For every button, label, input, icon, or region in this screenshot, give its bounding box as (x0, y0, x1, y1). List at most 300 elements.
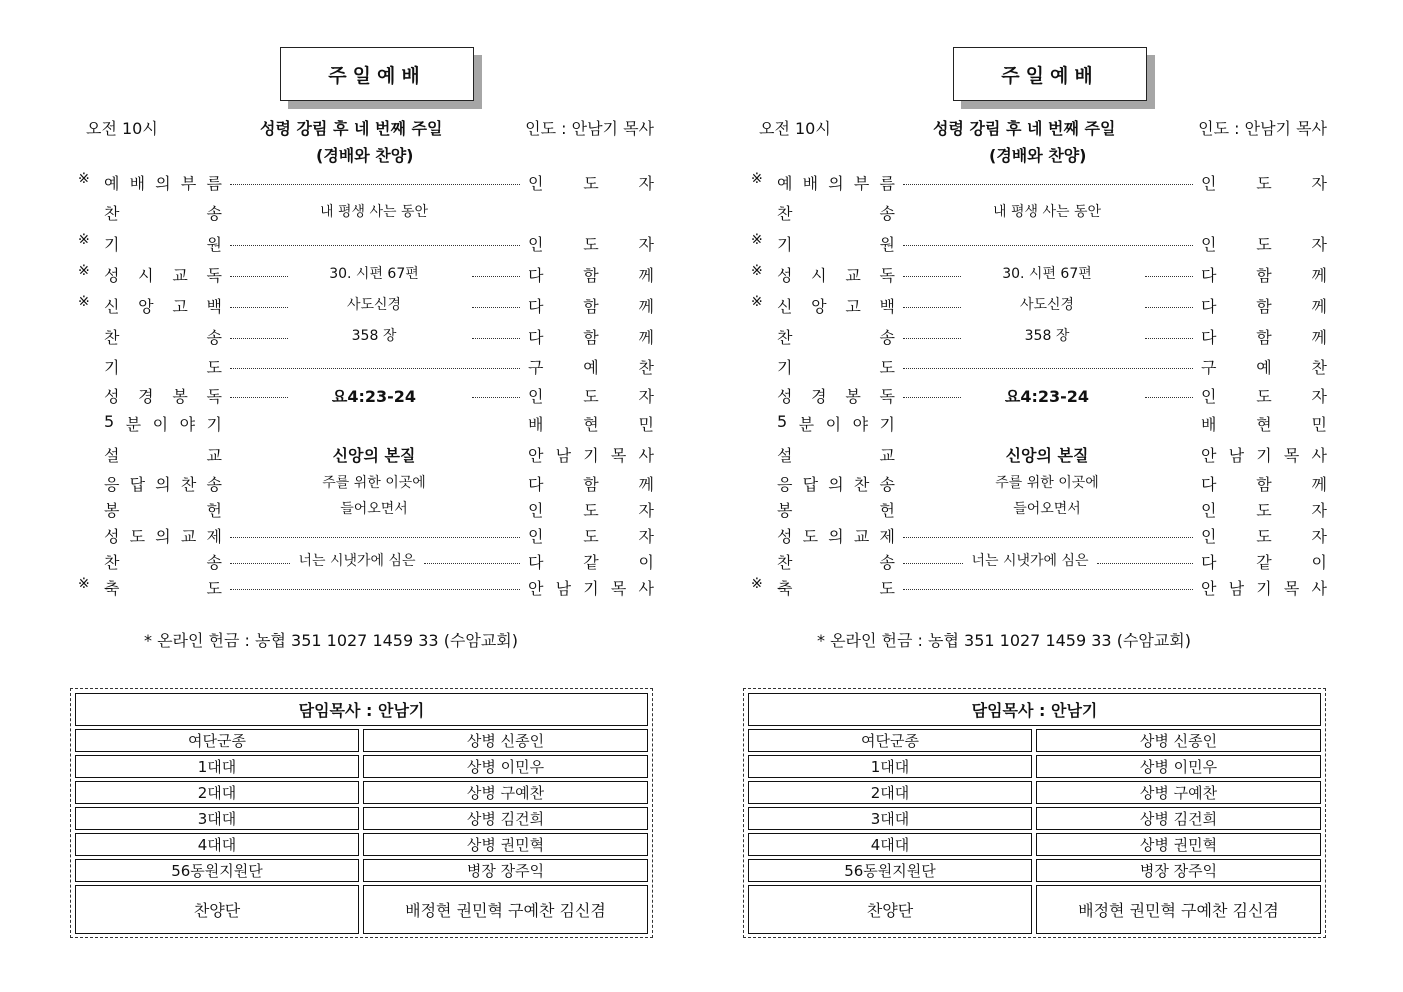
order-item-person (528, 550, 654, 573)
service-title: 주일예배 (280, 47, 474, 101)
order-row (751, 325, 1327, 349)
order-item-name-char: 응 (777, 475, 793, 494)
order-item-name-char: 답 (129, 475, 146, 494)
order-item-name-char: 찬 (104, 204, 120, 223)
leader-dots (230, 397, 288, 398)
order-row (751, 524, 1327, 548)
title-frame (280, 47, 474, 101)
staff-unit-cell: 3대대 (748, 807, 1032, 830)
order-item-detail: 주를 위한 이곳에 (995, 475, 1099, 491)
order-item-person-char: 자 (1311, 174, 1327, 193)
order-item-person-char: 도 (583, 235, 599, 254)
order-item-name-char: 봉 (172, 387, 188, 406)
order-item-name (777, 232, 895, 255)
order-item-name-char: 경 (138, 387, 154, 406)
order-row (78, 355, 654, 379)
order-item-name-char: 기 (104, 235, 120, 254)
online-offering-note: * 온라인 헌금 : 농협 351 1027 1459 33 (수암교회) (817, 631, 1192, 650)
order-item-name-char: 의 (155, 475, 171, 494)
order-item-detail: 요4:23-24 (1004, 387, 1090, 406)
order-row (78, 294, 654, 318)
order-row (78, 498, 654, 522)
leader-dots (903, 276, 961, 277)
leader-dots (472, 307, 520, 308)
staff-table (70, 688, 653, 938)
standing-mark: ※ (751, 576, 763, 592)
order-item-person-char: 다 (528, 266, 544, 285)
order-item-person-char: 목 (610, 446, 627, 465)
leader-dots (230, 589, 520, 590)
order-item-person (528, 384, 654, 407)
order-item-detail: 너는 시냇가에 심은 (971, 553, 1089, 569)
order-item-person-char: 자 (638, 527, 654, 546)
order-item-person-char: 도 (583, 527, 599, 546)
order-item-person (528, 443, 654, 466)
order-item-name-char: 고 (172, 297, 188, 316)
order-item-person-char: 인 (1201, 174, 1217, 193)
staff-unit-cell: 찬양단 (75, 885, 359, 934)
leader-dots (472, 276, 520, 277)
staff-unit-cell: 3대대 (75, 807, 359, 830)
order-item-name-char: 제 (206, 527, 222, 546)
order-item-person (1201, 384, 1327, 407)
order-row (78, 443, 654, 467)
order-item-person (528, 576, 654, 599)
leader-dots (1145, 276, 1193, 277)
order-item-name-char: 제 (879, 527, 895, 546)
order-item-name-char: 봉 (104, 501, 120, 520)
order-item-person-char: 께 (1311, 475, 1327, 494)
order-item-person-char: 다 (1201, 328, 1217, 347)
order-item-name-char: 송 (879, 475, 895, 494)
order-item-name-char: 헌 (879, 501, 895, 520)
order-item-person (1201, 576, 1327, 599)
order-item-name-char: 교 (853, 527, 870, 546)
leader-dots (230, 537, 520, 538)
order-item-person-char: 인 (1201, 501, 1217, 520)
leader-dots (230, 368, 520, 369)
order-item-name-char: 송 (879, 553, 895, 572)
order-item-name-char: 독 (879, 266, 895, 285)
order-item-person-char: 기 (583, 579, 599, 598)
order-item-person-char: 함 (583, 297, 599, 316)
order-item-name (777, 171, 895, 194)
order-row (751, 171, 1327, 195)
order-row (78, 524, 654, 548)
staff-person-cell: 상병 이민우 (1036, 755, 1321, 778)
order-item-name-char: 부 (853, 174, 870, 193)
order-item-person-char: 함 (1256, 297, 1272, 316)
order-item-detail: 내 평생 사는 동안 (319, 204, 429, 220)
order-item-person-char: 다 (1201, 266, 1217, 285)
order-item-name-char: 도 (879, 358, 895, 377)
staff-unit-cell: 여단군종 (748, 729, 1032, 752)
order-item-name-char: 앙 (138, 297, 154, 316)
order-item-name-char: 고 (845, 297, 861, 316)
leader-dots (230, 184, 520, 185)
staff-unit-cell: 여단군종 (75, 729, 359, 752)
order-item-person-char: 께 (638, 328, 654, 347)
order-item-person-char: 목 (610, 579, 627, 598)
order-item-name-char: 5 (104, 412, 115, 431)
staff-person-cell: 상병 신종인 (1036, 729, 1321, 752)
order-item-name-char: 성 (777, 527, 793, 546)
order-item-person-char: 자 (638, 387, 654, 406)
order-item-person (528, 355, 654, 378)
order-item-person-char: 함 (583, 475, 599, 494)
order-item-person-char: 께 (638, 266, 654, 285)
order-item-person (1201, 171, 1327, 194)
order-item-person-char: 남 (1228, 446, 1245, 465)
order-item-person-char: 구 (1201, 358, 1217, 377)
order-item-name (104, 355, 222, 378)
order-row (78, 232, 654, 256)
leader-dots (230, 245, 520, 246)
order-item-name-char: 송 (206, 328, 222, 347)
order-item-person-char: 인 (528, 235, 544, 254)
order-item-name-char: 도 (206, 358, 222, 377)
order-item-person-char: 같 (583, 553, 599, 572)
standing-mark: ※ (78, 576, 90, 592)
order-item-name-char: 예 (104, 174, 120, 193)
order-row (751, 498, 1327, 522)
order-item-name-char: 기 (777, 235, 793, 254)
order-item-person-char: 도 (1256, 527, 1272, 546)
service-leader: 인도 : 안남기 목사 (1198, 119, 1327, 138)
title-frame (953, 47, 1147, 101)
order-item-person-char: 안 (528, 579, 544, 598)
order-item-person-char: 배 (1201, 415, 1217, 434)
service-subject: 성령 강림 후 네 번째 주일 (933, 119, 1116, 138)
leader-dots (230, 338, 288, 339)
leader-dots (230, 307, 288, 308)
service-header (743, 116, 1333, 138)
order-item-person-char: 안 (1201, 446, 1217, 465)
order-item-name-char: 백 (206, 297, 222, 316)
order-item-name-char: 배 (802, 174, 819, 193)
order-item-person-char: 목 (1283, 579, 1300, 598)
service-title: 주일예배 (953, 47, 1147, 101)
leader-dots (1145, 397, 1193, 398)
leader-dots (424, 563, 520, 564)
order-item-person (1201, 524, 1327, 547)
staff-unit-cell: 2대대 (75, 781, 359, 804)
order-item-person-char: 안 (1201, 579, 1217, 598)
order-item-name-char: 찬 (777, 328, 793, 347)
staff-person-cell: 상병 신종인 (363, 729, 648, 752)
order-item-detail: 358 장 (1024, 328, 1070, 344)
service-subject: 성령 강림 후 네 번째 주일 (260, 119, 443, 138)
staff-unit-cell: 4대대 (748, 833, 1032, 856)
order-item-person-char: 인 (528, 174, 544, 193)
order-item-name-char: 도 (802, 527, 819, 546)
order-item-person-char: 찬 (1311, 358, 1327, 377)
order-item-person (1201, 412, 1327, 435)
order-item-person-char: 함 (1256, 328, 1272, 347)
order-item-name-char: 의 (155, 174, 171, 193)
order-item-name (104, 524, 222, 547)
order-item-person-char: 인 (528, 387, 544, 406)
order-item-name-char: 분 (798, 415, 815, 434)
staff-unit-cell: 1대대 (75, 755, 359, 778)
order-item-person-char: 현 (1256, 415, 1272, 434)
staff-person-cell: 상병 권민혁 (363, 833, 648, 856)
staff-person-cell: 상병 김건희 (363, 807, 648, 830)
order-row (78, 263, 654, 287)
staff-person-cell: 상병 구예찬 (1036, 781, 1321, 804)
order-item-person-char: 도 (1256, 387, 1272, 406)
order-item-name (104, 263, 222, 286)
order-item-name-char: 원 (206, 235, 222, 254)
leader-dots (230, 276, 288, 277)
order-item-name-char: 설 (104, 446, 120, 465)
order-item-name-char: 찬 (104, 553, 120, 572)
order-item-person-char: 인 (1201, 235, 1217, 254)
order-item-name-char: 의 (828, 527, 844, 546)
order-item-name (104, 550, 222, 573)
order-row (751, 263, 1327, 287)
order-item-person-char: 자 (1311, 527, 1327, 546)
order-item-person-char: 인 (1201, 387, 1217, 406)
order-row (78, 576, 654, 600)
order-item-name (777, 325, 895, 348)
order-item-person (1201, 325, 1327, 348)
leader-dots (1145, 307, 1193, 308)
order-item-name-char: 의 (828, 475, 844, 494)
order-item-person-char: 찬 (638, 358, 654, 377)
order-item-person-char: 도 (1256, 501, 1272, 520)
order-item-name (777, 294, 895, 317)
order-item-person (1201, 263, 1327, 286)
order-item-person-char: 이 (1311, 553, 1327, 572)
order-item-name-char: 백 (879, 297, 895, 316)
order-item-name-char: 신 (777, 297, 793, 316)
order-item-name-char: 봉 (777, 501, 793, 520)
standing-mark: ※ (751, 263, 763, 279)
standing-mark: ※ (78, 263, 90, 279)
order-item-person-char: 사 (638, 579, 654, 598)
order-item-detail: 30. 시편 67편 (1002, 266, 1092, 282)
order-item-name-char: 찬 (180, 475, 197, 494)
order-item-person-char: 인 (528, 527, 544, 546)
standing-mark: ※ (751, 232, 763, 248)
order-item-person-char: 기 (1256, 446, 1272, 465)
staff-unit-cell: 56동원지원단 (75, 859, 359, 882)
order-item-name-char: 응 (104, 475, 120, 494)
order-item-detail: 들어오면서 (1013, 501, 1081, 517)
order-item-name (104, 232, 222, 255)
order-item-detail: 주를 위한 이곳에 (322, 475, 426, 491)
order-item-name-char: 이 (152, 415, 169, 434)
order-item-person-char: 기 (583, 446, 599, 465)
order-item-name (777, 355, 895, 378)
order-item-person-char: 께 (1311, 297, 1327, 316)
order-item-person-char: 목 (1283, 446, 1300, 465)
leader-dots (903, 589, 1193, 590)
order-item-name-char: 교 (879, 446, 895, 465)
leader-dots (903, 307, 961, 308)
order-row (751, 443, 1327, 467)
staff-person-cell: 상병 권민혁 (1036, 833, 1321, 856)
staff-person-cell: 상병 구예찬 (363, 781, 648, 804)
order-item-person-char: 사 (638, 446, 654, 465)
order-item-name-char: 독 (206, 387, 222, 406)
order-item-detail: 30. 시편 67편 (329, 266, 419, 282)
order-item-name-char: 성 (777, 266, 793, 285)
order-item-person (528, 232, 654, 255)
order-row (78, 201, 654, 225)
order-item-name-char: 성 (104, 527, 120, 546)
staff-person-cell: 배정현 권민혁 구예찬 김신겸 (363, 885, 648, 934)
order-item-name (104, 294, 222, 317)
leader-dots (1145, 338, 1193, 339)
staff-person-cell: 상병 김건희 (1036, 807, 1321, 830)
order-item-name (777, 576, 895, 599)
order-item-person-char: 도 (583, 387, 599, 406)
order-item-person-char: 자 (638, 235, 654, 254)
service-theme: (경배와 찬양) (316, 146, 414, 165)
leader-dots (903, 245, 1193, 246)
order-item-name (777, 498, 895, 521)
order-item-name (777, 201, 895, 224)
order-item-person-char: 같 (1256, 553, 1272, 572)
order-item-person-char: 자 (638, 174, 654, 193)
staff-unit-cell: 2대대 (748, 781, 1032, 804)
order-item-name-char: 기 (879, 415, 895, 434)
order-item-name-char: 야 (852, 415, 869, 434)
order-item-name (777, 550, 895, 573)
service-time: 오전 10시 (86, 119, 158, 138)
order-item-name (777, 524, 895, 547)
order-item-person-char: 민 (1311, 415, 1327, 434)
order-item-name (104, 412, 222, 435)
service-header (70, 116, 660, 138)
order-item-name-char: 찬 (777, 553, 793, 572)
order-item-person-char: 다 (528, 328, 544, 347)
order-item-name-char: 시 (138, 266, 154, 285)
order-item-name-char: 시 (811, 266, 827, 285)
leader-dots (903, 397, 961, 398)
order-item-name-char: 송 (879, 204, 895, 223)
order-item-person-char: 구 (528, 358, 544, 377)
leader-dots (903, 563, 963, 564)
leader-dots (903, 184, 1193, 185)
order-row (78, 412, 654, 436)
order-item-person-char: 함 (583, 266, 599, 285)
staff-head-cell: 담임목사 : 안남기 (748, 693, 1321, 726)
staff-person-cell: 병장 장주익 (363, 859, 648, 882)
order-row (78, 472, 654, 496)
order-item-name-char: 송 (206, 204, 222, 223)
order-row (751, 472, 1327, 496)
order-item-detail: 요4:23-24 (331, 387, 417, 406)
order-item-name-char: 축 (777, 579, 793, 598)
order-item-detail: 신앙의 본질 (332, 446, 416, 465)
leader-dots (230, 563, 290, 564)
order-item-person-char: 기 (1256, 579, 1272, 598)
staff-person-cell: 병장 장주익 (1036, 859, 1321, 882)
order-row (751, 232, 1327, 256)
order-item-person (528, 325, 654, 348)
order-item-person-char: 이 (638, 553, 654, 572)
order-item-name-char: 5 (777, 412, 788, 431)
staff-unit-cell: 4대대 (75, 833, 359, 856)
order-row (78, 550, 654, 574)
order-item-person-char: 사 (1311, 446, 1327, 465)
order-item-name (104, 576, 222, 599)
order-item-person-char: 자 (1311, 501, 1327, 520)
standing-mark: ※ (751, 171, 763, 187)
order-item-name (104, 472, 222, 495)
order-row (78, 325, 654, 349)
order-item-person-char: 다 (1201, 297, 1217, 316)
order-item-name-char: 예 (777, 174, 793, 193)
leader-dots (903, 368, 1193, 369)
order-item-person-char: 예 (583, 358, 599, 377)
order-item-name-char: 성 (104, 266, 120, 285)
order-item-person-char: 도 (583, 501, 599, 520)
order-item-name-char: 교 (172, 266, 188, 285)
order-item-person-char: 인 (528, 501, 544, 520)
order-item-person-char: 도 (1256, 174, 1272, 193)
bulletin-panel-left (70, 0, 660, 992)
order-item-person-char: 도 (583, 174, 599, 193)
order-item-name (104, 498, 222, 521)
order-item-name (777, 412, 895, 435)
order-item-person-char: 안 (528, 446, 544, 465)
order-item-name-char: 축 (104, 579, 120, 598)
service-time: 오전 10시 (759, 119, 831, 138)
staff-head-cell: 담임목사 : 안남기 (75, 693, 648, 726)
order-item-name-char: 기 (777, 358, 793, 377)
order-item-person-char: 함 (1256, 266, 1272, 285)
order-item-person-char: 현 (583, 415, 599, 434)
order-row (751, 355, 1327, 379)
order-item-person (1201, 550, 1327, 573)
order-row (78, 384, 654, 408)
order-item-name (104, 325, 222, 348)
order-item-person-char: 다 (528, 297, 544, 316)
order-item-name (777, 472, 895, 495)
order-item-name-char: 도 (129, 527, 146, 546)
staff-person-cell: 상병 이민우 (363, 755, 648, 778)
order-item-name (104, 201, 222, 224)
order-item-person (1201, 294, 1327, 317)
order-item-person (528, 412, 654, 435)
order-item-name-char: 기 (206, 415, 222, 434)
order-item-person-char: 자 (1311, 387, 1327, 406)
order-item-name (104, 171, 222, 194)
order-item-person-char: 남 (555, 579, 572, 598)
order-item-person-char: 함 (1256, 475, 1272, 494)
order-item-name-char: 교 (180, 527, 197, 546)
order-item-name-char: 경 (811, 387, 827, 406)
staff-person-cell: 배정현 권민혁 구예찬 김신겸 (1036, 885, 1321, 934)
order-item-name-char: 름 (879, 174, 895, 193)
order-row (751, 550, 1327, 574)
order-item-person-char: 다 (1201, 553, 1217, 572)
order-row (751, 384, 1327, 408)
standing-mark: ※ (78, 294, 90, 310)
order-item-name-char: 독 (206, 266, 222, 285)
order-item-name (777, 263, 895, 286)
order-item-person-char: 예 (1256, 358, 1272, 377)
order-item-name-char: 도 (206, 579, 222, 598)
order-item-person-char: 자 (638, 501, 654, 520)
order-item-name-char: 찬 (777, 204, 793, 223)
order-item-person-char: 사 (1311, 579, 1327, 598)
bulletin-panel-right (743, 0, 1333, 992)
